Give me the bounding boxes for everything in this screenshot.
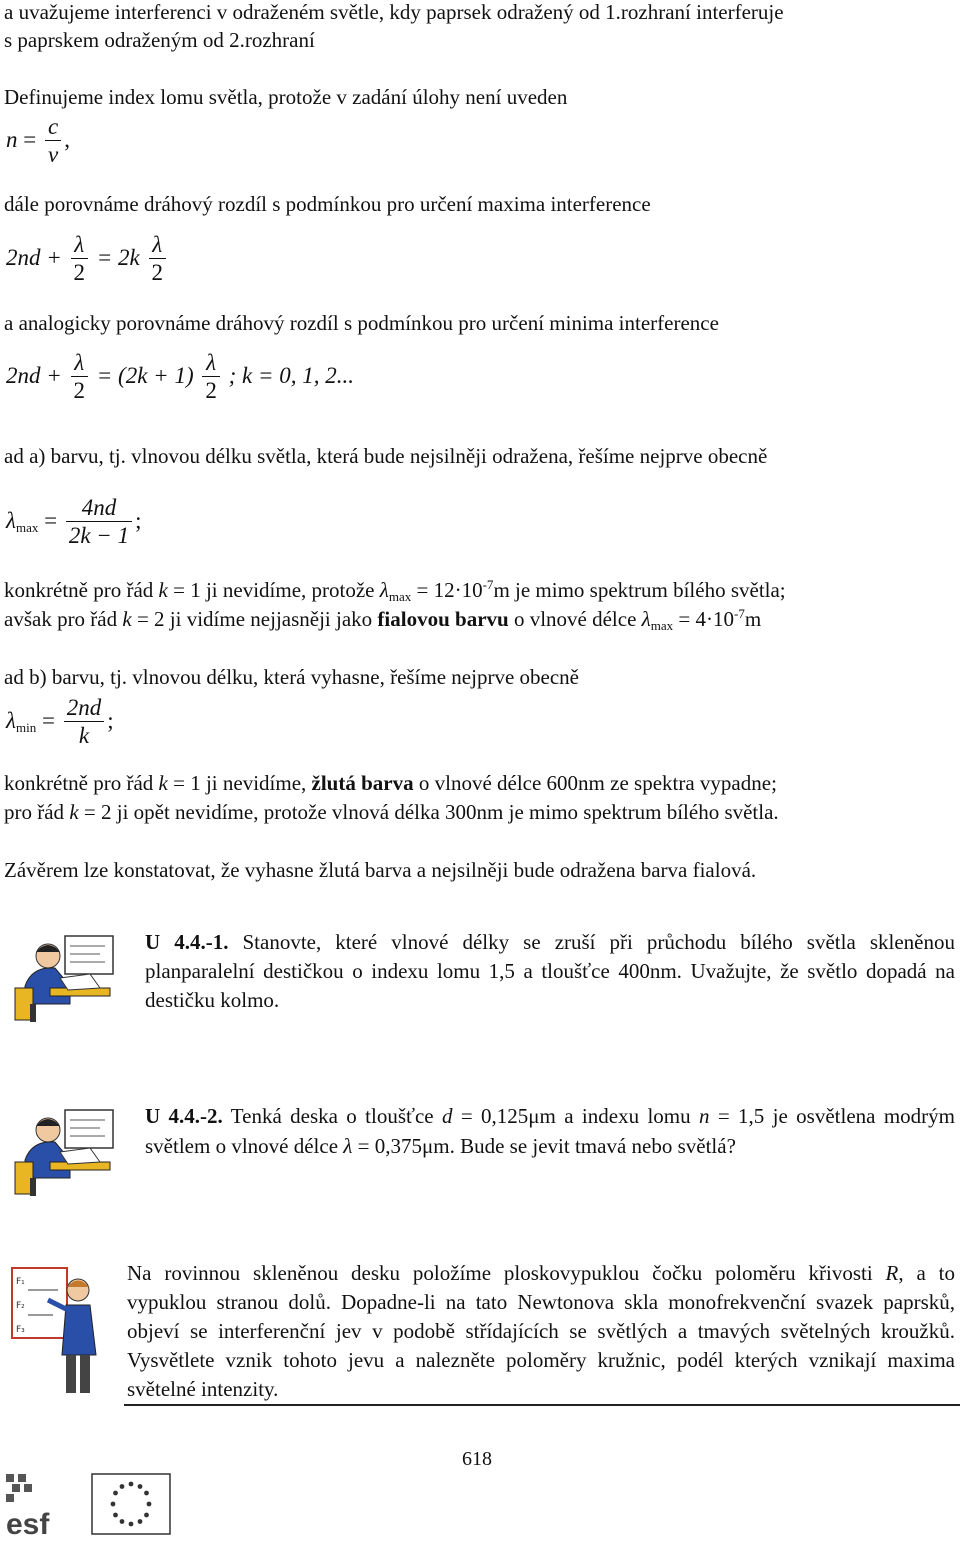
esf-logo [4,1470,84,1538]
text-line: pro řád k = 2 ji opět nevidíme, protože vlnová délka 300nm je mimo spektrum bílého světla. [4,800,779,824]
teacher-board-icon [8,1260,108,1400]
svg-text:esf: esf [6,1508,50,1538]
text-line: s paprskem odraženým od 2.rozhraní [4,28,315,52]
text-line: a uvažujeme interferenci v odraženém světle, kdy paprsek odražený od 1.rozhraní interferuje [4,0,784,24]
text-line: konkrétně pro řád k = 1 ji nevidíme, žlutá barva o vlnové délce 600nm ze spektra vypadne; [4,771,777,795]
svg-text:F₂: F₂ [16,1301,25,1311]
text-line: a analogicky porovnáme dráhový rozdíl s podmínkou pro určení minima interference [4,311,719,335]
formula-n: n = $\frac{c}{v}$ , [6,114,70,168]
formula-max-condition: 2nd + $\frac{\lambda}{2}$ = 2k $\frac{\lambda}{2}$ [6,232,169,287]
task-newton-rings: Na rovinnou skleněnou desku položíme ploskovypuklou čočku poloměru křivosti R, a to vypuklou stranou dolů. Dopadne-li na tato Newtonova skla monofrekvenční svazek paprsků, objeví se interferenční jev v podobě střídajících se světlých a tmavých světelných kroužků. Vysvětlete vznik tohoto jevu a nalezněte poloměry kružnic, podél kterých vznikají maxima světelné intenzity. [127,1261,955,1401]
page-number: 618 [462,1448,492,1470]
text-line: avšak pro řád k = 2 ji vidíme nejjasněji jako fialovou barvu o vlnové délce $\lambda_{max} = 4\cdot 10^{-7}m$ [4,606,762,633]
text-line: ad a) barvu, tj. vlnovou délku světla, která bude nejsilněji odražena, řešíme nejprve obecně [4,444,768,468]
svg-text:F₁: F₁ [16,1277,25,1287]
task-u-4-4-2: U 4.4.-2. Tenká deska o tloušťce d = 0,125μm a indexu lomu n = 1,5 je osvětlena modrým světlem o vlnové délce λ = 0,375μm. Bude se jevit tmavá nebo světlá? [145,1104,955,1158]
svg-text:F₃: F₃ [16,1325,25,1335]
formula-min-condition: 2nd + $\frac{\lambda}{2}$ = (2k + 1) $\frac{\lambda}{2}$ ; k = 0, 1, 2... [6,350,354,404]
student-reading-icon [10,926,120,1026]
task-u-4-4-1: U 4.4.-1. Stanovte, které vlnové délky se zruší při průchodu bílého světla skleněnou planparalelní destičkou o indexu lomu 1,5 a tloušťce 400nm. Uvažujte, že světlo dopadá na destičku kolmo. [145,930,955,1012]
eu-stars-logo [88,1470,174,1538]
text-line: Definujeme index lomu světla, protože v zadání úlohy není uveden [4,85,568,109]
text-line: konkrétně pro řád k = 1 ji nevidíme, protože $\lambda_{max} = 12\cdot 10^{-7}m$ je mimo spektrum bílého světla; [4,577,786,604]
text-line: Závěrem lze konstatovat, že vyhasne žlutá barva a nejsilněji bude odražena barva fialová. [4,858,757,882]
text-line: ad b) barvu, tj. vlnovou délku, která vyhasne, řešíme nejprve obecně [4,665,579,689]
student-reading-icon [10,1100,120,1200]
text-line: dále porovnáme dráhový rozdíl s podmínkou pro určení maxima interference [4,192,651,216]
formula-lambda-max: $\lambda_{max}$ = $\frac{4nd}{2k - 1}$ ; [6,495,142,549]
formula-lambda-min: $\lambda_{min}$ = $\frac{2nd}{k}$ ; [6,695,114,749]
divider [124,1404,960,1406]
